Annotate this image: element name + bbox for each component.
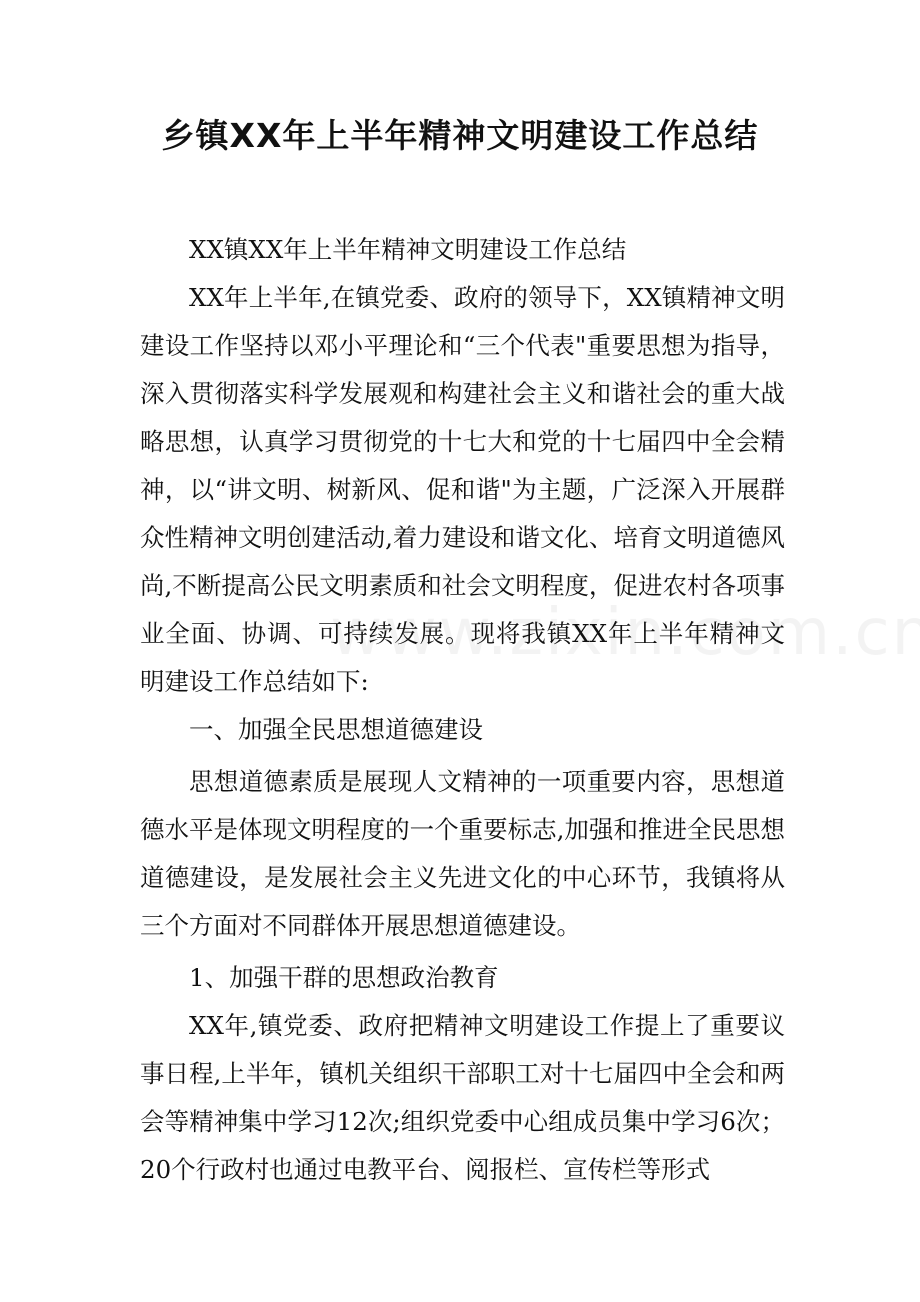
section-heading-1: 一、加强全民思想道德建设 (189, 715, 483, 744)
paragraph-subtitle: XX镇XX年上半年精神文明建设工作总结 (189, 235, 627, 264)
document-title: 乡镇XX年上半年精神文明建设工作总结 (161, 116, 759, 155)
paragraph-intro: XX年上半年,在镇党委、政府的领导下，XX镇精神文明建设工作坚持以邓小平理论和“三个代表"重要思想为指导，深入贯彻落实科学发展观和构建社会主义和谐社会的重大战略思想，认真学习贯彻党的十七大和党的十七届四中全会精神，以“讲文明、树新风、促和谐"为主题，广泛深入开展群众性精神文明创建活动,着力建设和谐文化、培育文明道德风尚,不断提高公民文明素质和社会文明程度，促进农村各项事业全面、协调、可持续发展。现将我镇XX年上半年精神文明建设工作总结如下: (140, 283, 785, 696)
paragraph-section-1: 思想道德素质是展现人文精神的一项重要内容，思想道德水平是体现文明程度的一个重要标志,加强和推进全民思想道德建设，是发展社会主义先进文化的中心环节，我镇将从三个方面对不同群体开展思想道德建设。 (140, 767, 785, 940)
subsection-heading-1: 1、加强干群的思想政治教育 (189, 963, 499, 992)
document-body (140, 226, 785, 1194)
paragraph-subsection-1: XX年,镇党委、政府把精神文明建设工作提上了重要议事日程,上半年，镇机关组织干部职工对十七届四中全会和两会等精神集中学习12次;组织党委中心组成员集中学习6次；20个行政村也通过电教平台、阅报栏、宣传栏等形式 (140, 1011, 785, 1184)
